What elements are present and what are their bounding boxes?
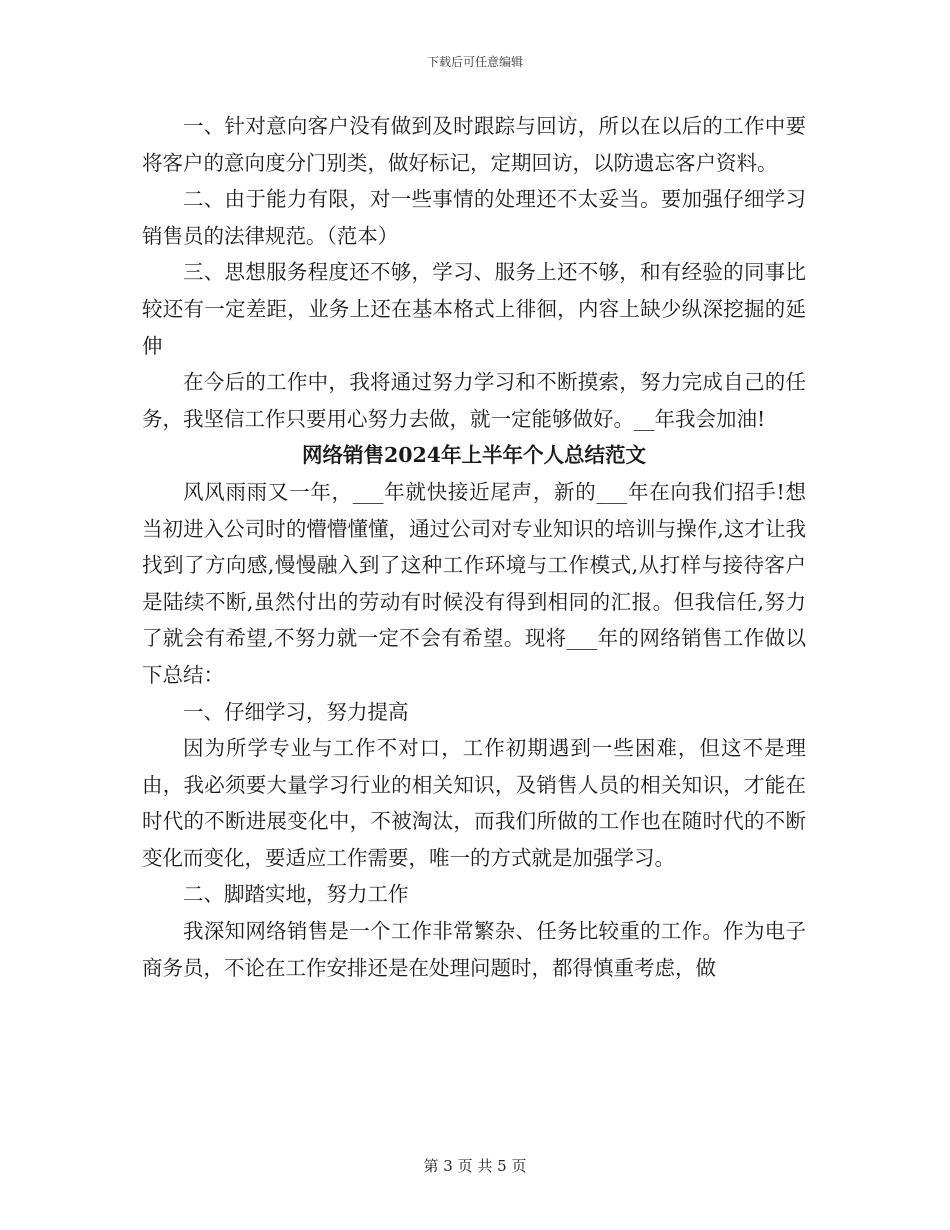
page-header: 下载后可任意编辑 — [426, 55, 523, 69]
paragraph-3: 三、思想服务程度还不够，学习、服务上还不够，和有经验的同事比较还有一定差距，业务上还在基本格式上徘徊，内容上缺少纵深挖掘的延伸 — [142, 260, 806, 358]
paragraph-2: 二、由于能力有限，对一些事情的处理还不太妥当。要加强仔细学习销售员的法律规范。（范本） — [142, 187, 806, 248]
paragraph-7: 我深知网络销售是一个工作非常繁杂、任务比较重的工作。作为电子商务员，不论在工作安排还是在处理问题时，都得慎重考虑，做 — [142, 919, 806, 980]
paragraph-1: 一、针对意向客户没有做到及时跟踪与回访，所以在以后的工作中要将客户的意向度分门别类，做好标记，定期回访，以防遗忘客户资料。 — [142, 114, 806, 175]
paragraph-6: 因为所学专业与工作不对口，工作初期遇到一些困难，但这不是理由，我必须要大量学习行业的相关知识，及销售人员的相关知识，才能在时代的不断进展变化中，不被淘汰，而我们所做的工作也在随时代的不断变化而变化，要适应工作需要，唯一的方式就是加强学习。 — [142, 736, 806, 870]
subheading-1: 一、仔细学习，努力提高 — [183, 699, 409, 724]
paragraph-4: 在今后的工作中，我将通过努力学习和不断摸索，努力完成自己的任务，我坚信工作只要用心努力去做，就一定能够做好。__年我会加油! — [142, 370, 806, 431]
document-body — [142, 108, 806, 986]
section-title: 网络销售2024年上半年个人总结范文 — [301, 443, 647, 468]
paragraph-5: 风风雨雨又一年，___年就快接近尾声，新的___年在向我们招手!想当初进入公司时的懵懵懂懂，通过公司对专业知识的培训与操作,这才让我找到了方向感,慢慢融入到了这种工作环境与工作模式,从打样与接待客户是陆续不断,虽然付出的劳动有时候没有得到相同的汇报。但我信任,努力了就会有希望,不努力就一定不会有希望。现将___年的网络销售工作做以下总结： — [142, 479, 806, 687]
subheading-2: 二、脚踏实地，努力工作 — [183, 882, 409, 907]
page-footer: 第 3 页 共 5 页 — [423, 1157, 527, 1175]
